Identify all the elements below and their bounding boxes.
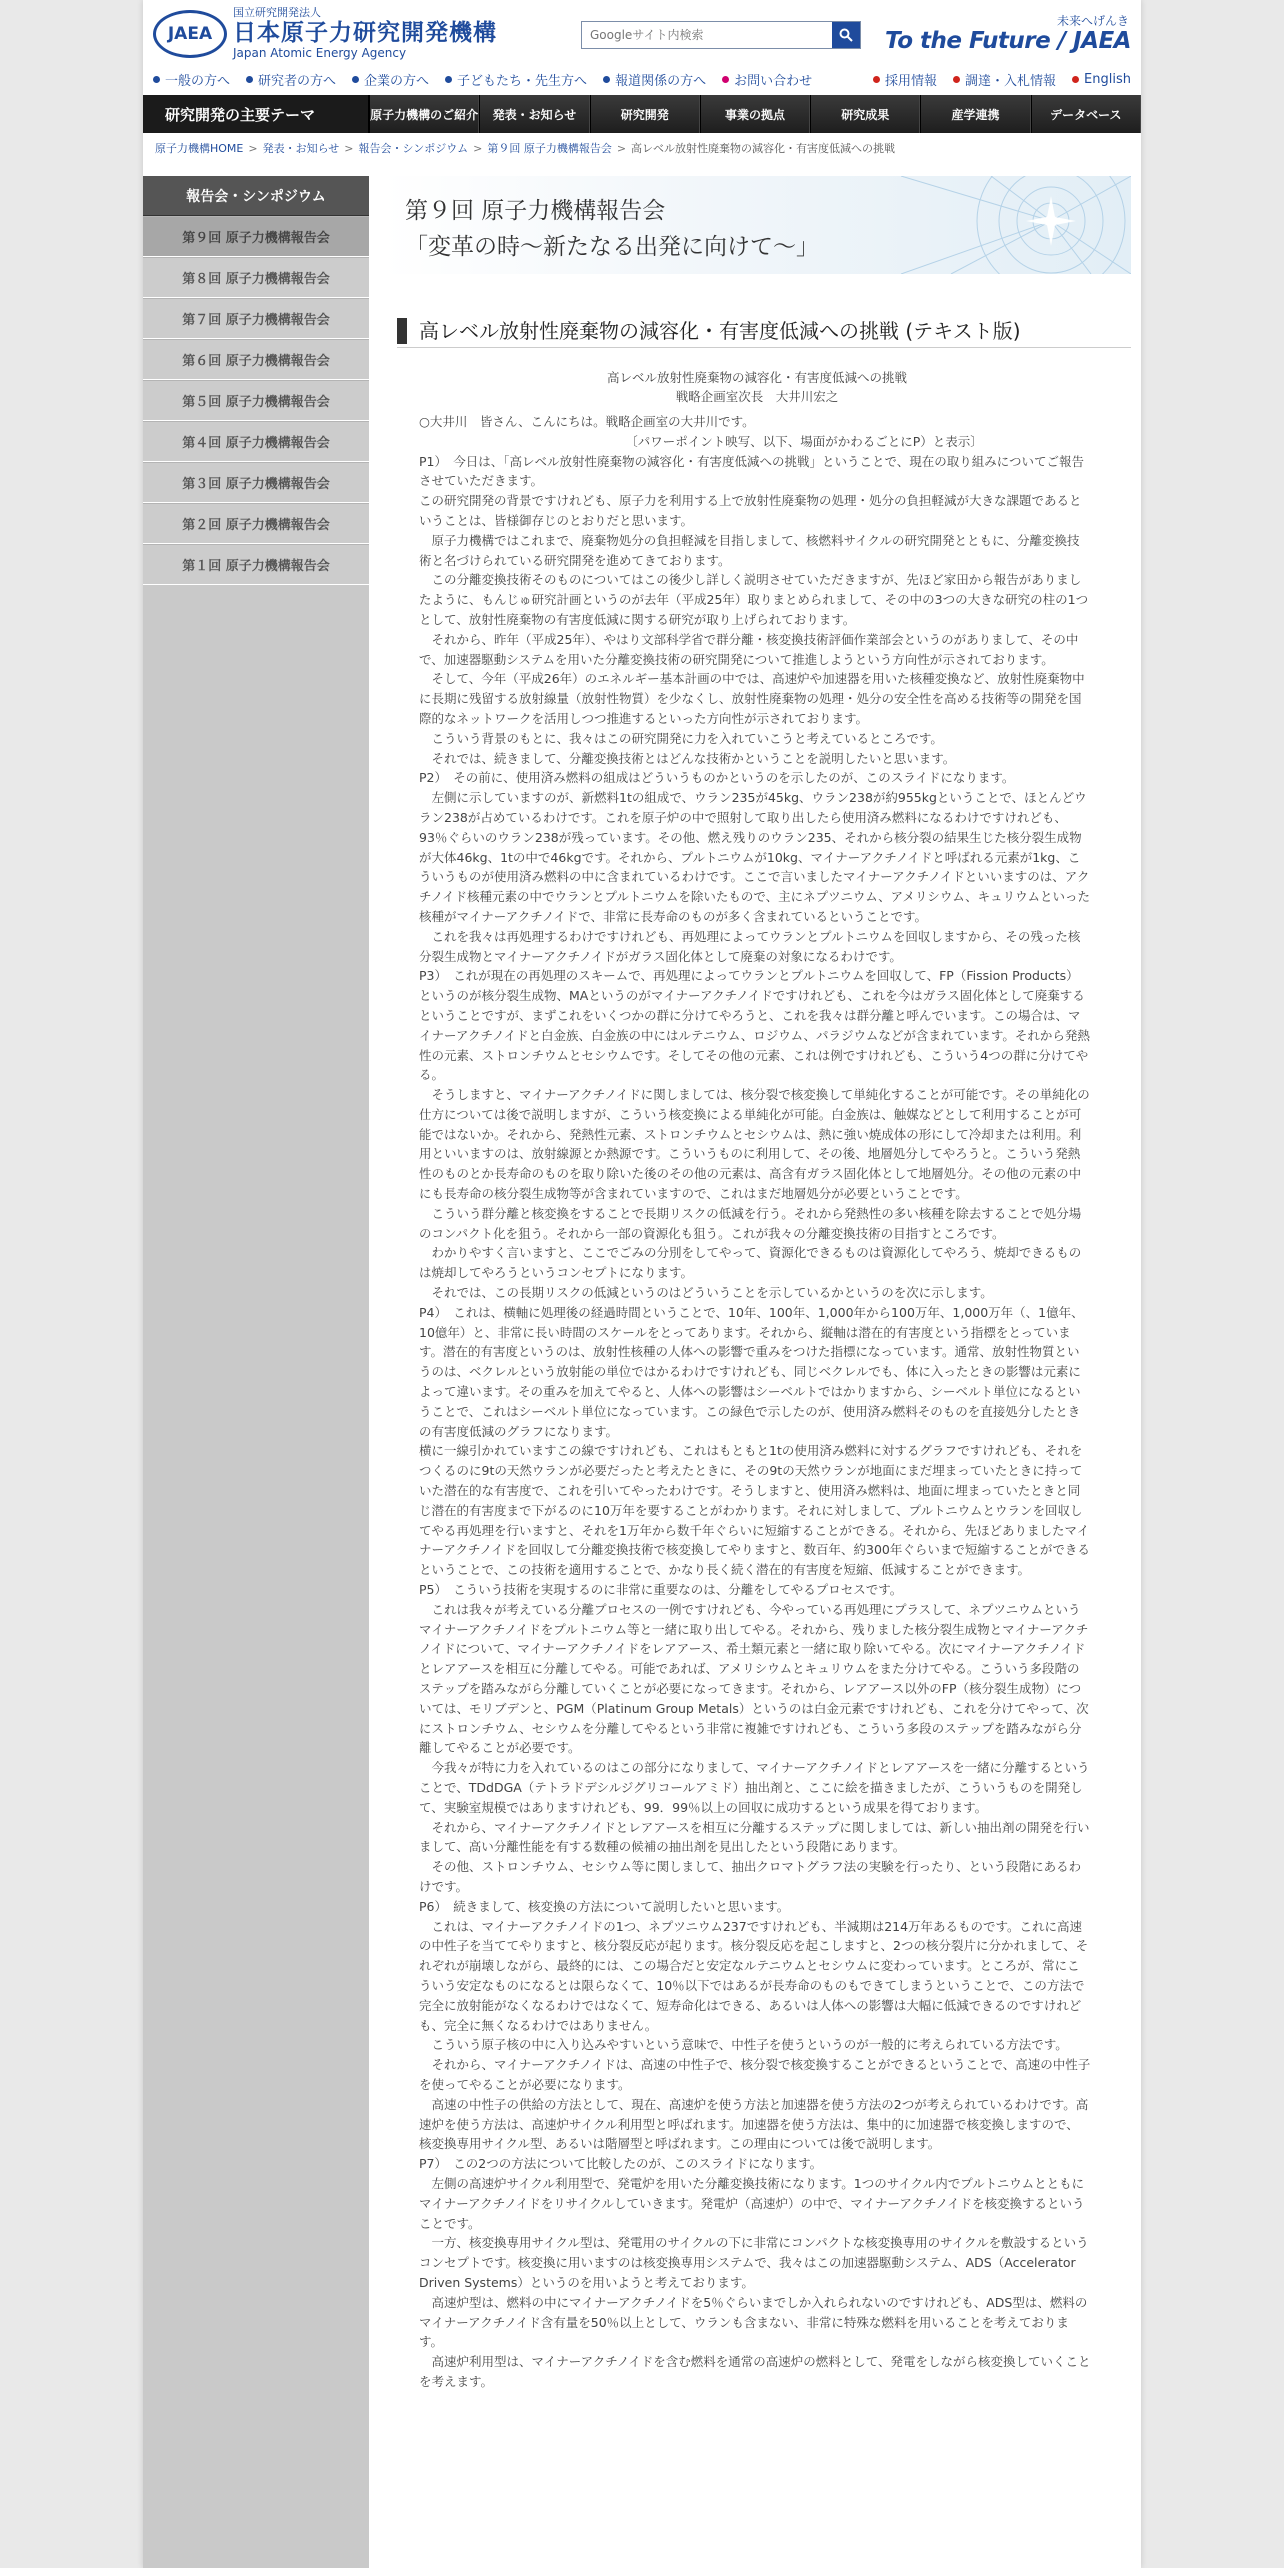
breadcrumb-separator: > — [344, 141, 354, 155]
search-button[interactable] — [832, 22, 860, 48]
tagline — [885, 14, 1131, 54]
page — [143, 0, 1141, 2568]
breadcrumb-link[interactable]: 発表・お知らせ — [262, 142, 340, 155]
sidebar-item[interactable]: 第４回 原子力機構報告会 — [143, 421, 369, 462]
article-paragraph: 一方、核変換専用サイクル型は、発電用のサイクルの下に非常にコンパクトな核変換専用のサイクルを敷設するというコンセプトです。核変換に用いますのは核変換専用システムで、我々はこの加速器駆動システム、ADS（Accelerator Driven Systems）というのを用いようと考えております。 — [419, 2235, 1089, 2290]
article-paragraph: 〔パワーポイント映写、以下、場面がかわるごとにP）と表示〕 — [419, 433, 983, 449]
utility-link-label: 採用情報 — [885, 73, 938, 89]
utility-link-label: 企業の方へ — [364, 73, 430, 89]
utility-nav — [143, 66, 1141, 92]
article-paragraph: 左側の高速炉サイクル利用型で、発電炉を用いた分離変換技術になります。1つのサイクル内でプルトニウムとともにマイナーアクチノイドをリサイクルしていきます。発電炉（高速炉）の中で、マイナーアクチノイドを核変換するということです。 — [419, 2175, 1085, 2231]
article-paragraph: 高速炉型は、燃料の中にマイナーアクチノイドを5％ぐらいまでしか入れられないのですけれども、ADS型は、燃料のマイナーアクチノイド含有量を50％以上として、ウランも含まない、非常に特殊な燃料を用いることを考えております。 — [419, 2294, 1088, 2350]
bullet-icon — [352, 76, 359, 83]
article-paragraph: P7） この2つの方法について比較したのが、このスライドになります。 — [419, 2156, 823, 2172]
main-content — [383, 176, 1131, 2392]
article-body — [419, 412, 1091, 2392]
bullet-icon — [153, 76, 160, 83]
bullet-icon — [722, 76, 729, 83]
sidebar-item[interactable]: 第８回 原子力機構報告会 — [143, 257, 369, 298]
sidebar-item[interactable]: 第９回 原子力機構報告会 — [143, 216, 369, 257]
utility-link-label: 研究者の方へ — [258, 73, 337, 89]
utility-nav-right — [857, 70, 1131, 89]
article-paragraph: そうしますと、マイナーアクチノイドに関しましては、核分裂で核変換して単純化することが可能です。その単純化の仕方については後で説明しますが、こういう核変換による単純化が可能。白金族は、触媒などとして利用することが可能ではないか。それから、発熱性元素、ストロンチウムとセシウムは、熱に強い焼成体の形にして冷却または利用。利用といいますのは、放射線源とか熱源です。こういうものに利用して、その後、地層処分してやろうと。こういう発熱性のものとか長寿命のものを取り除いた後のその他の元素は、高含有ガラス固化体として地層処分。その他の元素の中にも長寿命の核分裂生成物等が含まれていますので、これはまだ地層処分が必要ということです。 — [419, 1087, 1090, 1202]
breadcrumb — [143, 133, 1141, 163]
article-paragraph: P5） こういう技術を実現するのに非常に重要なのは、分離をしてやるプロセスです。 — [419, 1582, 903, 1598]
nav-item-main-themes[interactable]: 研究開発の主要テーマ — [143, 95, 369, 133]
utility-link[interactable] — [873, 70, 937, 89]
org-main-name: 日本原子力研究開発機構 — [233, 20, 497, 46]
jaea-logo[interactable] — [153, 10, 227, 58]
utility-link[interactable] — [352, 70, 429, 89]
utility-link-label: お問い合わせ — [734, 73, 813, 89]
logo-text: JAEA — [167, 24, 213, 44]
utility-link-label: English — [1084, 71, 1131, 87]
org-english-name: Japan Atomic Energy Agency — [233, 46, 407, 60]
article-paragraph: 左側に示していますのが、新燃料1tの組成で、ウラン235が45kg、ウラン238が約955kgということで、ほとんどウラン238が占めているわけです。これを原子炉の中で照射して取り出したら使用済み燃料になるわけですけれども、93％ぐらいのウラン238が残っています。その他、燃え残りのウラン235、それから核分裂の結果生じた核分裂生成物が大体46kg、1tの中で46kgです。それから、プルトニウムが10kg、マイナーアクチノイドと呼ばれる元素が1kg、こういうものが使用済み燃料の中に含まれているわけです。ここで言いましたマイナーアクチノイドといいますのは、アクチノイド核種元素の中でウランとプルトニウムを除いたもので、主にネプツニウム、アメリシウム、キュリウムといった核種がマイナーアクチノイドで、非常に長寿命のものが多く含まれているということです。 — [419, 790, 1091, 924]
article-paragraph: P1） 今日は、「高レベル放射性廃棄物の減容化・有害度低減への挑戦」ということで、現在の取り組みについてご報告させていただきます。 — [419, 453, 1084, 489]
banner-title: 第９回 原子力機構報告会 — [405, 198, 666, 224]
main-nav — [143, 95, 1141, 133]
sidebar-item[interactable]: 第６回 原子力機構報告会 — [143, 339, 369, 380]
utility-link-label: 一般の方へ — [165, 73, 231, 89]
tagline-en: To the Future / JAEA — [885, 28, 1131, 54]
bullet-icon — [246, 76, 253, 83]
sidebar-item[interactable]: 第７回 原子力機構報告会 — [143, 298, 369, 339]
speaker-name: 戦略企画室次長 大井川宏之 — [675, 389, 839, 404]
breadcrumb-separator: > — [616, 141, 627, 155]
sidebar-header: 報告会・シンポジウム — [143, 176, 369, 216]
bullet-icon — [1072, 76, 1079, 83]
sidebar-item[interactable]: 第２回 原子力機構報告会 — [143, 503, 369, 544]
article-paragraph: P4） これは、横軸に処理後の経過時間ということで、10年、100年、1,000年から100万年、1,000万年（、1億年、10億年）と、非常に長い時間のスケールをとってあります。それから、縦軸は潜在的有害度という指標をとっています。潜在的有害度というのは、放射性核種の人体への影響で重みをつけた指標になっています。通常、放射性物質というのは、ベクレルという放射能の単位ではかるわけですけれども、同じベクレルでも、体に入ったときの影響は元素によって違います。その重みを加えてやると、人体への影響はシーベルトではかりますから、シーベルト単位になるということで、これはシーベルト単位になっています。この緑色で示したのが、使用済み燃料そのものを直接処分したときの有害度低減のグラフになります。 — [419, 1304, 1084, 1439]
article-paragraph: 原子力機構ではこれまで、廃棄物処分の負担軽減を目指しまして、核燃料サイクルの研究開発とともに、分離変換技術と名づけられている研究開発を進めてきております。 — [419, 532, 1080, 568]
sidebar-item[interactable]: 第３回 原子力機構報告会 — [143, 462, 369, 503]
nav-item[interactable]: 原子力機構のご紹介 — [369, 95, 479, 133]
article-paragraph: 高速の中性子の供給の方法として、現在、高速炉を使う方法と加速器を使う方法の2つが考えられているわけです。高速炉を使う方法は、高速炉サイクル利用型と呼ばれます。加速器を使う方法は、集中的に加速器で核変換しますので、核変換専用サイクル型、あるいは階層型と呼ばれます。この理由については後で説明します。 — [419, 2096, 1089, 2152]
article-paragraph: この分離変換技術そのものについてはこの後少し詳しく説明させていただきますが、先ほど家田から報告がありましたように、もんじゅ研究計画というのが去年（平成25年）取りまとめられまして、その中の3つの大きな研究の柱の1つとして、放射性廃棄物の有害度低減に関する研究が取り上げられております。 — [419, 572, 1089, 627]
sidebar — [143, 176, 369, 2568]
article-paragraph: それでは、この長期リスクの低減というのはどういうことを示しているかというのを次に示します。 — [419, 1285, 993, 1301]
breadcrumb-separator: > — [473, 141, 483, 155]
site-header — [143, 0, 1141, 66]
article-paragraph: P3） これが現在の再処理のスキームで、再処理によってウランとプルトニウムを回収して、FP（Fission Products）というのが核分裂生成物、MAというのがマイナーアクチノイドですけれども、これを今はガラス固化体として廃棄するということですが、まずこれをいくつかの群に分けてやろうと、これを我々は群分離と呼んでいます。この場合は、マイナーアクチノイドと白金族、白金族の中にはルテニウム、ロジウム、パラジウムなどが含まれています。それから発熱性の元素、ストロンチウムとセシウムです。そしてその他の元素、これは例ですけれども、こういう4つの群に分けてやる。 — [419, 968, 1090, 1083]
event-banner — [383, 176, 1131, 274]
breadcrumb-link[interactable]: 第９回 原子力機構報告会 — [487, 142, 612, 155]
nav-item[interactable]: 事業の拠点 — [700, 95, 810, 133]
utility-link[interactable] — [603, 70, 706, 89]
starburst-graphic — [831, 176, 1131, 274]
bullet-icon — [953, 76, 960, 83]
org-name[interactable] — [233, 6, 497, 60]
article-paragraph: P2） その前に、使用済み燃料の組成はどういうものかというのを示したのが、このスライドになります。 — [419, 770, 1015, 786]
article-paragraph: 横に一線引かれていますこの線ですけれども、これはもともと1tの使用済み燃料に対するグラフですけれども、それをつくるのに9tの天然ウランが必要だったと考えたときに、その9tの天然ウランが地面にまだ埋まっていたときに持っていた潜在的な有害度で、これを引いてやったわけです。そうしますと、使用済み燃料は、地面に埋まっていたときと同じ潜在的有害度まで下がるのに10万年を要することがわかります。それに対しまして、プルトニウムとウランを回収してやる再処理を行いますと、それを1万年から数千年ぐらいに短縮することができる。それから、先ほどありましたマイナーアクチノイドを回収して分離変換技術で核変換してやりますと、数百年、約300年ぐらいまで短縮することができるということで、この技術を適用することで、かなり長く続く潜在的有害度を短縮、低減することができます。 — [419, 1443, 1090, 1578]
article-paragraph: それから、昨年（平成25年）、やはり文部科学省で群分離・核変換技術評価作業部会というのがありまして、その中で、加速器駆動システムを用いた分離変換技術の研究開発について推進しようという方向性が示されております。 — [419, 631, 1079, 667]
breadcrumb-link[interactable]: 報告会・シンポジウム — [358, 142, 469, 155]
article-paragraph: 今我々が特に力を入れているのはこの部分になりまして、マイナーアクチノイドとレアアースを一緒に分離するということで、TDdDGA（テトラドデシルジグリコールアミド）抽出剤と、ここに絵を描きましたが、こういうものを開発して、実験室規模ではありますけれども、99．99％以上の回収に成功するという成果を得ております。 — [419, 1760, 1090, 1815]
article-title: 高レベル放射性廃棄物の減容化・有害度低減への挑戦 (テキスト版) — [419, 319, 1021, 343]
article-paragraph: これは我々が考えている分離プロセスの一例ですけれども、今やっている再処理にプラスして、ネプツニウムというマイナーアクチノイドをプルトニウム等と一緒に取り出してやる。それから、残りました核分裂生成物とマイナーアクチノイドについて、マイナーアクチノイドをレアアース、希土類元素と一緒に取り除いてやる。次にマイナーアクチノイドとレアアースを相互に分離してやる。可能であれば、アメリシウムとキュリウムをまた分けてやる。こういう多段階のステップを踏みながら分離していくことが必要になってきます。それから、レアアース以外のFP（核分裂生成物）については、モリブデンと、PGM（Platinum Group Metals）というのは白金元素ですけれども、これを分けてやって、次にストロンチウム、セシウムを分離してやるという非常に複雑ですけれども、こういう多段のステップを踏みながら分離してやることが必要です。 — [419, 1601, 1089, 1756]
bullet-icon — [873, 76, 880, 83]
breadcrumb-separator: > — [248, 141, 258, 155]
nav-item[interactable]: 産学連携 — [920, 95, 1030, 133]
article-paragraph: 高速炉利用型は、マイナーアクチノイドを含む燃料を通常の高速炉の燃料として、発電をしながら核変換していくことを考えます。 — [419, 2354, 1091, 2389]
article-paragraph: それから、マイナーアクチノイドは、高速の中性子で、核分裂で核変換することができるということで、高速の中性子を使ってやることが必要になります。 — [419, 2057, 1091, 2092]
bullet-icon — [603, 76, 610, 83]
sidebar-item[interactable]: 第１回 原子力機構報告会 — [143, 544, 369, 585]
utility-link-label: 調達・入札情報 — [965, 73, 1057, 89]
article-paragraph: それから、マイナーアクチノイドとレアアースを相互に分離するステップに関しましては、新しい抽出剤の開発を行いまして、高い分離性能を有する数種の候補の抽出剤を見出したという段階にあります。 — [419, 1819, 1090, 1855]
utility-link[interactable] — [1072, 70, 1131, 89]
utility-link[interactable] — [153, 70, 230, 89]
article-paragraph: こういう背景のもとに、我々はこの研究開発に力を入れていこうと考えているところです。 — [419, 730, 943, 746]
article-paragraph: こういう群分離と核変換をすることで長期リスクの低減を行う。それから発熱性の多い核種を除去することで処分場のコンパクト化を狙う。それから一部の資源化も狙う。これが我々の分離変換技術の目指すところです。 — [419, 1205, 1082, 1241]
article-paragraph: これは、マイナーアクチノイドの1つ、ネプツニウム237ですけれども、半減期は214万年あるものです。これに高速の中性子を当ててやりますと、核分裂反応が起ります。核分裂反応を起こしますと、2つの核分裂片に分かれまして、それぞれが崩壊しながら、最終的には、この場合だと安定なルテニウムとセシウムに変わっています。ところが、常にこういう安定なものになるとは限らなくて、10％以下ではあるが長寿命のものもできてしまうということで、この方法で完全に放射能がなくなるわけではなくて、短寿命化はできる、あるいは人体への影響は大幅に低減できるのですけれども、完全に無くなるわけではありません。 — [419, 1918, 1089, 2033]
article-paragraph: そして、今年（平成26年）のエネルギー基本計画の中では、高速炉や加速器を用いた核種変換など、放射性廃棄物中に長期に残留する放射線量（放射性物質）を少なくし、放射性廃棄物の処理・処分の安全性を高める技術等の開発を国際的なネットワークを活用しつつ推進するといった方向性が示されております。 — [419, 671, 1085, 726]
article-paragraph: わかりやすく言いますと、ここでごみの分別をしてやって、資源化できるものは資源化してやろう、焼却できるものは焼却してやろうというコンセプトになります。 — [419, 1245, 1082, 1281]
article-paragraph: ○大井川 皆さん、こんにちは。戦略企画室の大井川です。 — [419, 414, 755, 429]
search-icon — [839, 28, 853, 42]
banner-subtitle: 「変革の時～新たなる出発に向けて～」 — [405, 234, 819, 260]
utility-link-label: 子どもたち・先生方へ — [457, 73, 588, 89]
nav-item[interactable]: 研究開発 — [590, 95, 700, 133]
nav-item[interactable]: 研究成果 — [810, 95, 920, 133]
org-subtitle: 国立研究開発法人 — [233, 6, 321, 19]
speaker-topic: 高レベル放射性廃棄物の減容化・有害度低減への挑戦 — [606, 370, 907, 385]
article-paragraph: こういう原子核の中に入り込みやすいという意味で、中性子を使うというのが一般的に考えられている方法です。 — [419, 2037, 1068, 2053]
article-heading — [397, 318, 1131, 348]
heading-marker — [397, 318, 407, 344]
breadcrumb-current: 高レベル放射性廃棄物の減容化・有害度低減への挑戦 — [631, 142, 896, 155]
tagline-jp: 未来へげんき — [1056, 14, 1129, 28]
article-paragraph: この研究開発の背景ですけれども、原子力を利用する上で放射性廃棄物の処理・処分の負担軽減が大きな課題であるということは、皆様御存じのとおりだと思います。 — [419, 493, 1082, 528]
speaker-info — [383, 368, 1131, 406]
article-paragraph: P6） 続きまして、核変換の方法について説明したいと思います。 — [419, 1898, 790, 1914]
utility-link[interactable] — [953, 70, 1056, 89]
search-input[interactable] — [582, 22, 832, 48]
site-search — [581, 21, 861, 49]
bullet-icon — [445, 76, 452, 83]
nav-item[interactable]: 発表・お知らせ — [479, 95, 589, 133]
article-paragraph: これを我々は再処理するわけですけれども、再処理によってウランとプルトニウムを回収しますから、その残った核分裂生成物とマイナーアクチノイドがガラス固化体として廃棄の対象になるわけです。 — [419, 928, 1081, 964]
nav-item[interactable]: データベース — [1031, 95, 1141, 133]
utility-link[interactable] — [722, 70, 812, 89]
utility-link[interactable] — [246, 70, 336, 89]
article-paragraph: その他、ストロンチウム、セシウム等に関しまして、抽出クロマトグラフ法の実験を行ったり、という段階にあるわけです。 — [419, 1859, 1082, 1894]
breadcrumb-link[interactable]: 原子力機構HOME — [155, 142, 244, 155]
utility-link[interactable] — [445, 70, 587, 89]
sidebar-item[interactable]: 第５回 原子力機構報告会 — [143, 380, 369, 421]
article-paragraph: それでは、続きまして、分離変換技術とはどんな技術かということを説明したいと思います。 — [419, 750, 956, 766]
utility-link-label: 報道関係の方へ — [615, 73, 707, 89]
